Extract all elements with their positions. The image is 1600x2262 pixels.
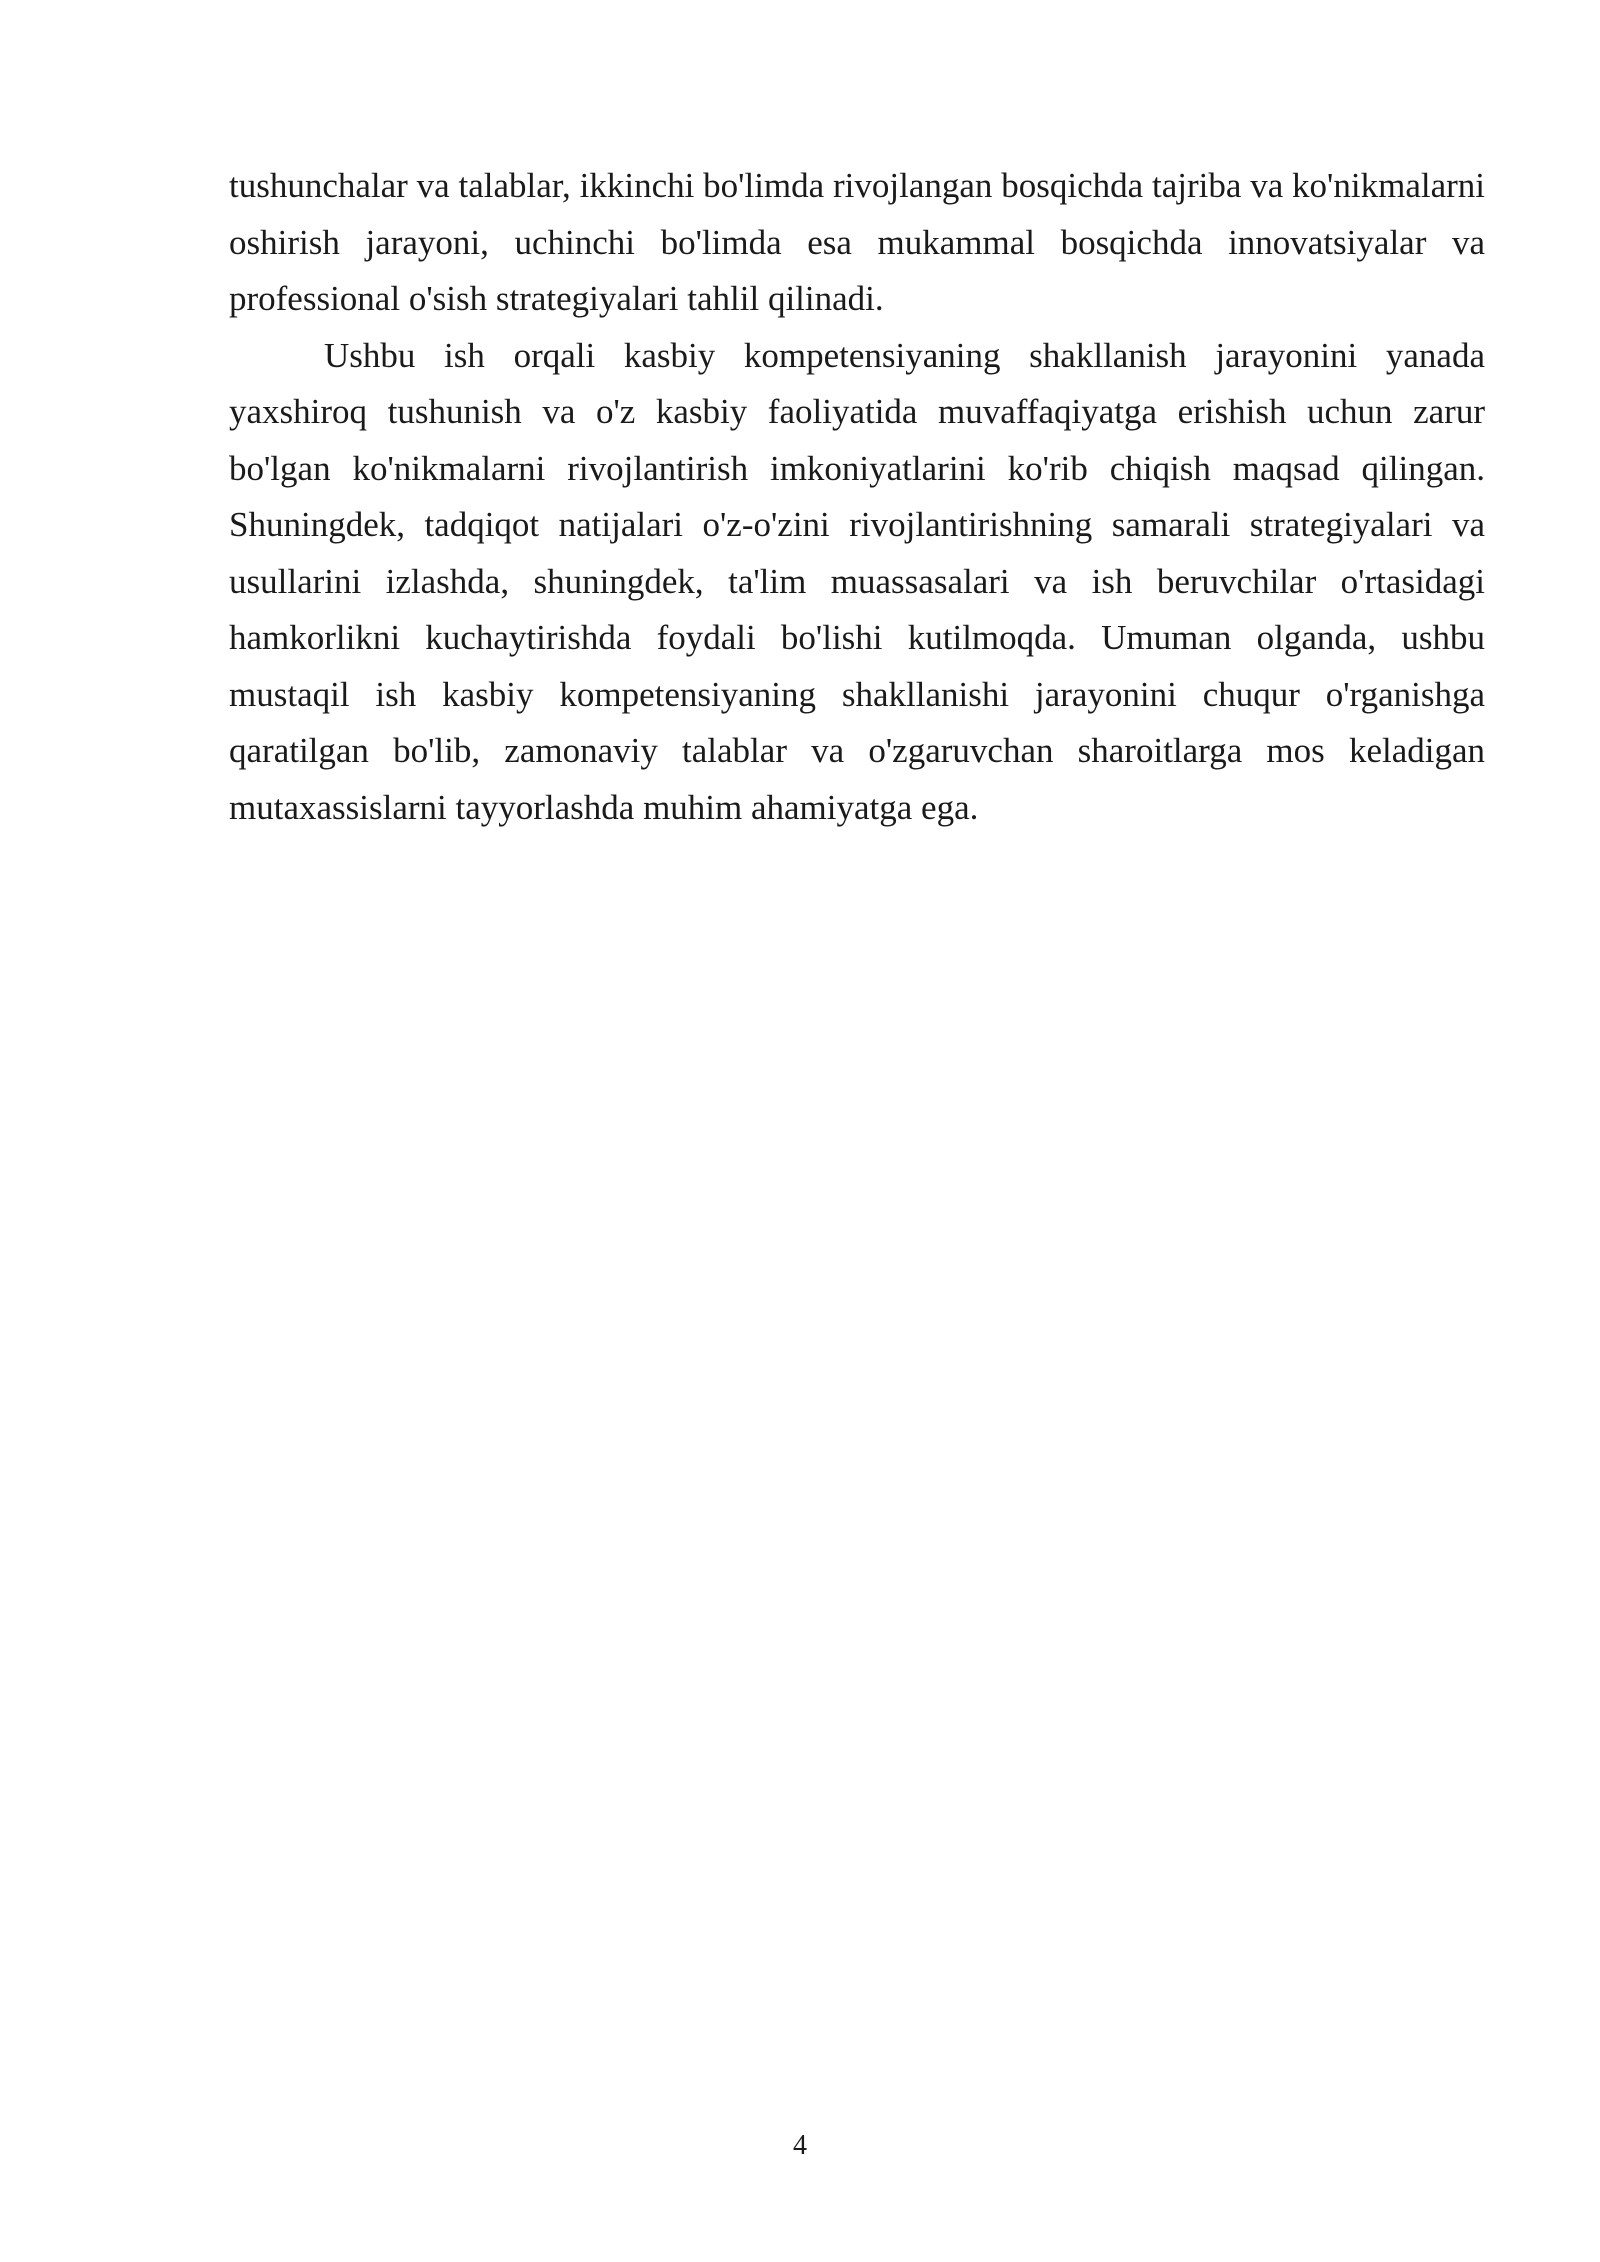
body-text: [229, 158, 1485, 836]
paragraph-continuation: tushunchalar va talablar, ikkinchi bo'limda rivojlangan bosqichda tajriba va ko'nikmalarni oshirish jarayoni, uchinchi bo'limda esa mukammal bosqichda innovatsiyalar va professional o'sish strategiyalari tahlil qilinadi.: [229, 166, 1485, 318]
page-number: 4: [793, 2130, 807, 2161]
paragraph-main: Ushbu ish orqali kasbiy kompetensiyaning shakllanish jarayonini yanada yaxshiroq tushunish va o'z kasbiy faoliyatida muvaffaqiyatga erishish uchun zarur bo'lgan ko'nikmalarni rivojlantirish imkoniyatlarini ko'rib chiqish maqsad qilingan. Shuningdek, tadqiqot natijalari o'z-o'zini rivojlantirishning samarali strategiyalari va usullarini izlashda, shuningdek, ta'lim muassasalari va ish beruvchilar o'rtasidagi hamkorlikni kuchaytirishda foydali bo'lishi kutilmoqda. Umuman olganda, ushbu mustaqil ish kasbiy kompetensiyaning shakllanishi jarayonini chuqur o'rganishga qaratilgan bo'lib, zamonaviy talablar va o'zgaruvchan sharoitlarga mos keladigan mutaxassislarni tayyorlashda muhim ahamiyatga ega.: [229, 335, 1485, 827]
